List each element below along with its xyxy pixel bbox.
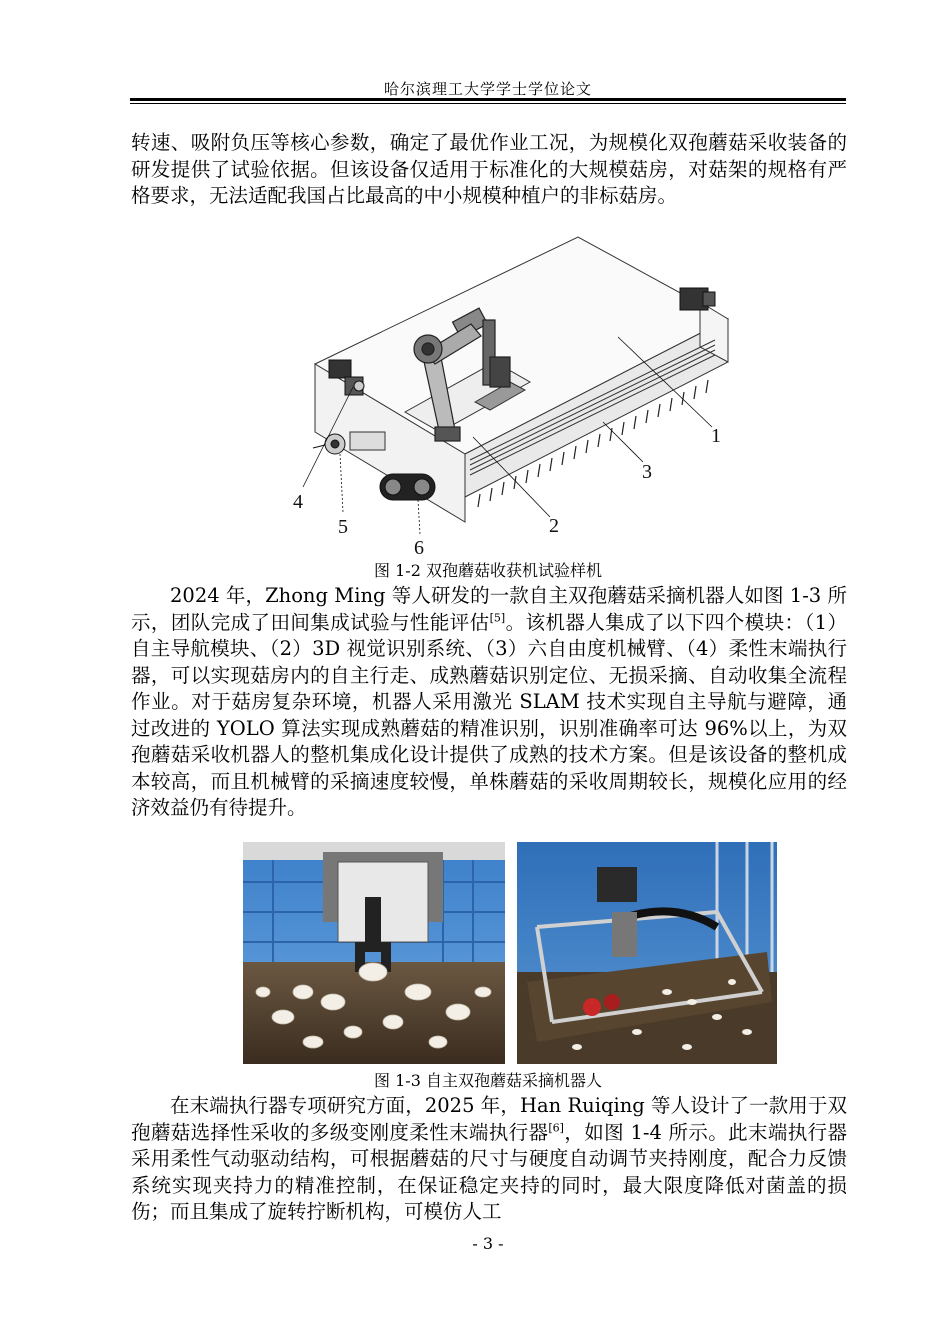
citation-5: [5] — [489, 611, 506, 624]
paragraph-2 — [131, 583, 847, 822]
paragraph-2-text-a: 2024 年，Zhong Ming 等人研发的一款自主双孢蘑菇采摘机器人如图 1-3 所示，团队完成了田间集成试验与性能评估 — [131, 584, 847, 634]
page-number: - 3 - — [472, 1234, 504, 1253]
paragraph-3-text-b: ，如图 1-4 所示。此末端执行器采用柔性气动驱动结构，可根据蘑菇的尺寸与硬度自动调节夹持刚度，配合力反馈系统实现夹持力的精准控制，在保证稳定夹持的同时，最大限度降低对菌盖的损伤；而且集成了旋转拧断机构，可模仿人工 — [131, 1120, 847, 1223]
callout-2: 2 — [549, 515, 559, 537]
figure-1-3-caption: 图 1-3 自主双孢蘑菇采摘机器人 — [374, 1071, 602, 1090]
paragraph-1: 转速、吸附负压等核心参数，确定了最优作业工况，为规模化双孢蘑菇采收装备的研发提供了试验依据。但该设备仅适用于标准化的大规模菇房，对菇架的规格有严格要求，无法适配我国占比最高的中小规模种植户的非标菇房。 — [131, 131, 847, 207]
callout-6: 6 — [414, 537, 424, 559]
callout-1: 1 — [711, 425, 721, 447]
callout-5: 5 — [338, 516, 348, 538]
harvester-prototype-drawing — [293, 232, 755, 559]
figure-1-2-caption: 图 1-2 双孢蘑菇收获机试验样机 — [374, 561, 602, 580]
header-rule-thin — [130, 103, 846, 104]
gantry-robot-photo — [517, 842, 777, 1064]
paragraph-3-text-a: 在末端执行器专项研究方面，2025 年，Han Ruiqing 等人设计了一款用于双孢蘑菇选择性采收的多级变刚度柔性末端执行器 — [131, 1094, 847, 1144]
end-effector-photo — [243, 842, 505, 1064]
header-rule-thick — [130, 98, 846, 101]
paragraph-3 — [131, 1093, 847, 1226]
running-header: 哈尔滨理工大学学士学位论文 — [383, 80, 592, 98]
callout-4: 4 — [293, 491, 303, 513]
citation-6: [6] — [548, 1121, 564, 1134]
paragraph-2-text-b: 。该机器人集成了以下四个模块：（1）自主导航模块、（2）3D 视觉识别系统、（3）六自由度机械臂、（4）柔性末端执行器，可以实现菇房内的自主行走、成熟蘑菇识别定位、无损采摘、自动收集全流程作业。对于菇房复杂环境，机器人采用激光 SLAM 技术实现自主导航与避障，通过改进的 YOLO 算法实现成熟蘑菇的精准识别，识别准确率可达 96%以上，为双孢蘑菇采收机器人的整机集成化设计提供了成熟的技术方案。但是该设备的整机成本较高，而且机械臂的采摘速度较慢，单株蘑菇的采收周期较长，规模化应用的经济效益仍有待提升。 — [131, 610, 847, 819]
callout-3: 3 — [642, 461, 652, 483]
